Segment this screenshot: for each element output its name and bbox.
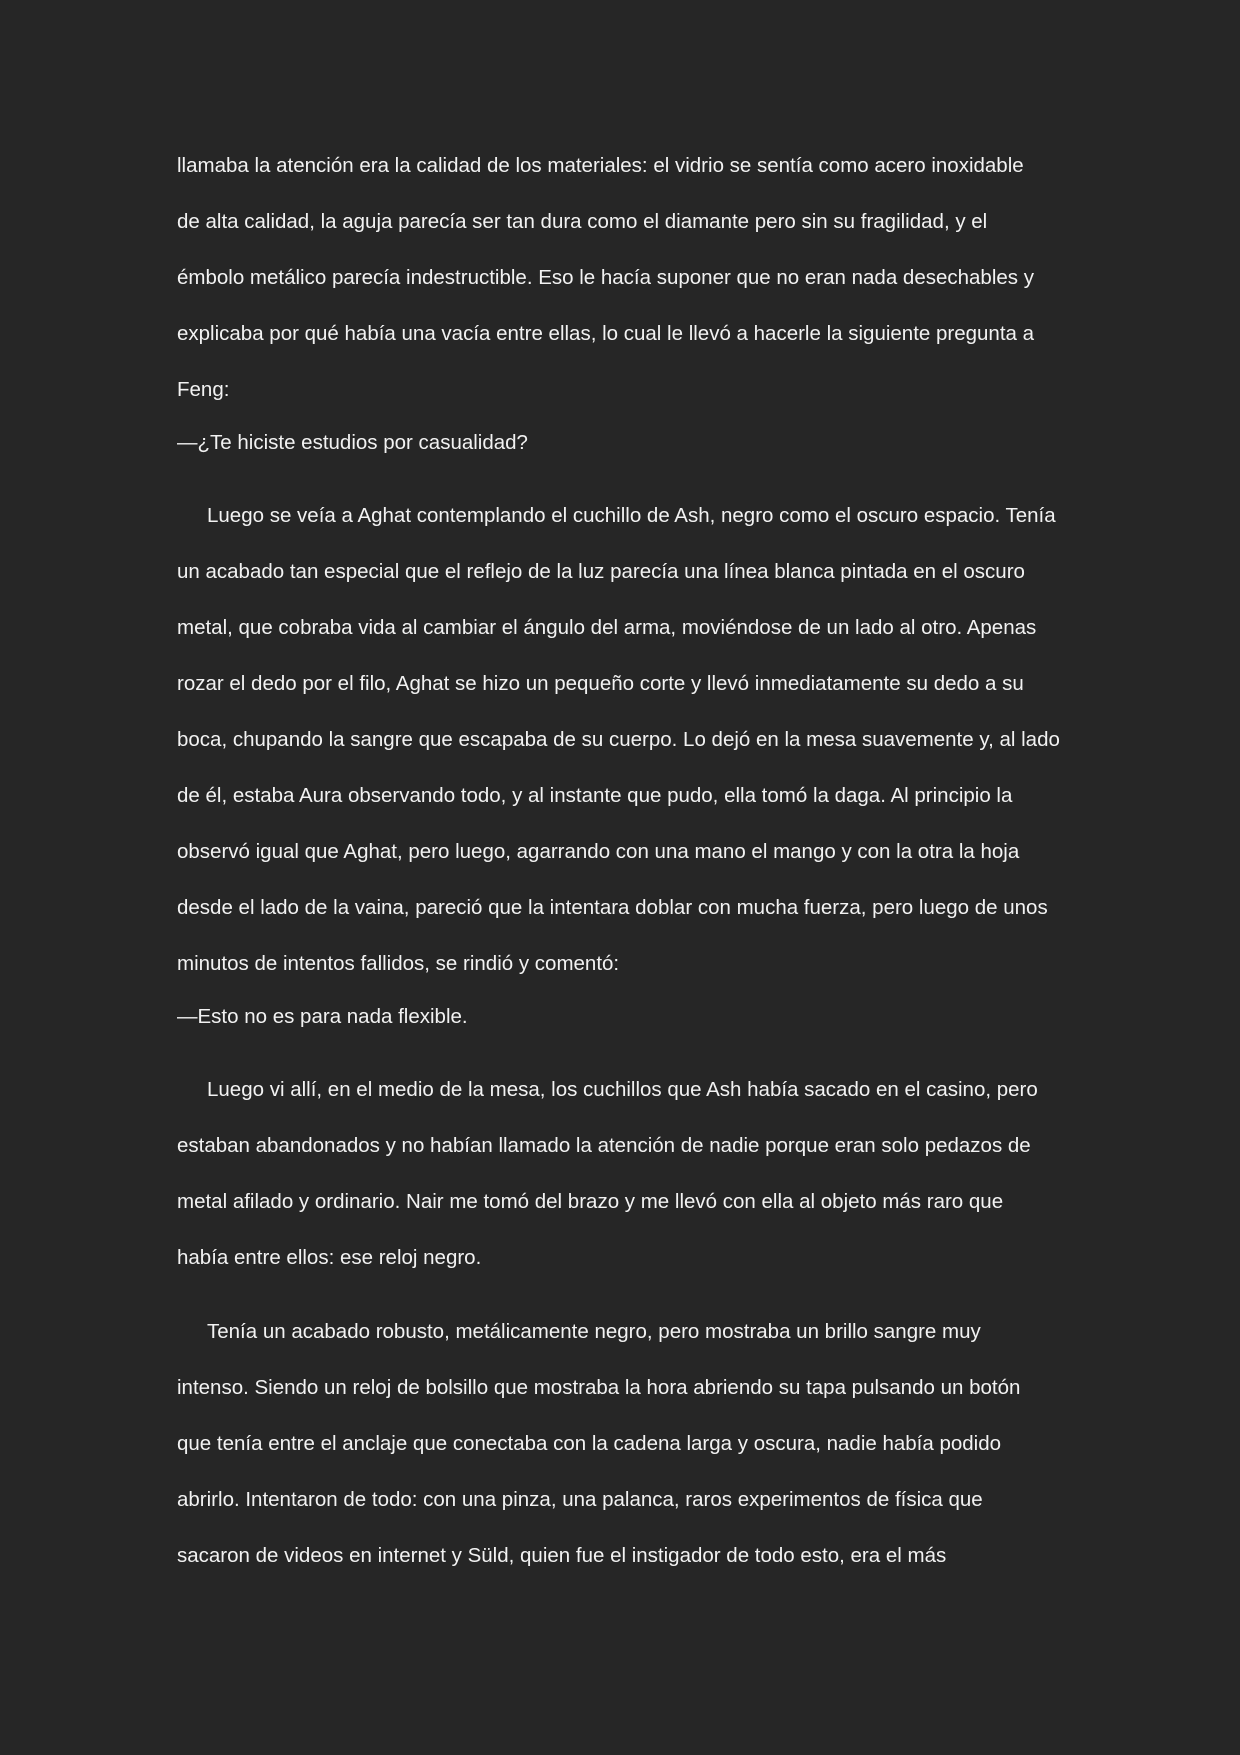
- text-line: de alta calidad, la aguja parecía ser tan dura como el diamante pero sin su fragilidad, y el: [177, 210, 988, 233]
- paragraph-gap: [177, 1286, 1067, 1304]
- paragraph-gap: [177, 468, 1067, 488]
- text-line: de él, estaba Aura observando todo, y al instante que pudo, ella tomó la daga. Al principio la: [177, 784, 1013, 807]
- text-line: un acabado tan especial que el reflejo de la luz parecía una línea blanca pintada en el oscuro: [177, 560, 1025, 583]
- paragraph-1: [177, 138, 1067, 418]
- paragraph-4: [177, 1304, 1067, 1584]
- text-line: metal, que cobraba vida al cambiar el ángulo del arma, moviéndose de un lado al otro. Apenas: [177, 616, 1037, 639]
- dialogue-1: [177, 418, 1067, 468]
- text-line: metal afilado y ordinario. Nair me tomó del brazo y me llevó con ella al objeto más raro que: [177, 1190, 1004, 1213]
- dialogue-line: —Esto no es para nada flexible.: [177, 1005, 468, 1028]
- dialogue-2: [177, 992, 1067, 1042]
- paragraph-gap: [177, 1042, 1067, 1062]
- text-line: observó igual que Aghat, pero luego, agarrando con una mano el mango y con la otra la hoja: [177, 840, 1020, 863]
- text-line: había entre ellos: ese reloj negro.: [177, 1246, 482, 1269]
- text-line: que tenía entre el anclaje que conectaba con la cadena larga y oscura, nadie había podido: [177, 1432, 1002, 1455]
- text-line: llamaba la atención era la calidad de los materiales: el vidrio se sentía como acero inoxidable: [177, 154, 1024, 177]
- text-line: Luego se veía a Aghat contemplando el cuchillo de Ash, negro como el oscuro espacio. Tenía: [207, 504, 1056, 527]
- text-line: émbolo metálico parecía indestructible. Eso le hacía suponer que no eran nada desechables y: [177, 266, 1034, 289]
- dialogue-line: —¿Te hiciste estudios por casualidad?: [177, 431, 528, 454]
- text-line: boca, chupando la sangre que escapaba de su cuerpo. Lo dejó en la mesa suavemente y, al lado: [177, 728, 1060, 751]
- text-line: explicaba por qué había una vacía entre ellas, lo cual le llevó a hacerle la siguiente pregunta a: [177, 322, 1035, 345]
- text-line: Tenía un acabado robusto, metálicamente negro, pero mostraba un brillo sangre muy: [207, 1320, 981, 1343]
- text-line: abrirlo. Intentaron de todo: con una pinza, una palanca, raros experimentos de física que: [177, 1488, 983, 1511]
- text-line: sacaron de videos en internet y Süld, quien fue el instigador de todo esto, era el más: [177, 1544, 947, 1567]
- text-line: desde el lado de la vaina, pareció que la intentara doblar con mucha fuerza, pero luego de unos: [177, 896, 1048, 919]
- text-line: Feng:: [177, 378, 230, 401]
- text-line: intenso. Siendo un reloj de bolsillo que mostraba la hora abriendo su tapa pulsando un botón: [177, 1376, 1021, 1399]
- text-line: rozar el dedo por el filo, Aghat se hizo un pequeño corte y llevó inmediatamente su dedo a su: [177, 672, 1024, 695]
- text-line: estaban abandonados y no habían llamado la atención de nadie porque eran solo pedazos de: [177, 1134, 1031, 1157]
- text-line: Luego vi allí, en el medio de la mesa, los cuchillos que Ash había sacado en el casino, pero: [207, 1078, 1038, 1101]
- text-line: minutos de intentos fallidos, se rindió y comentó:: [177, 952, 620, 975]
- document-body: [177, 138, 1067, 1584]
- paragraph-3: [177, 1062, 1067, 1286]
- paragraph-2: [177, 488, 1067, 992]
